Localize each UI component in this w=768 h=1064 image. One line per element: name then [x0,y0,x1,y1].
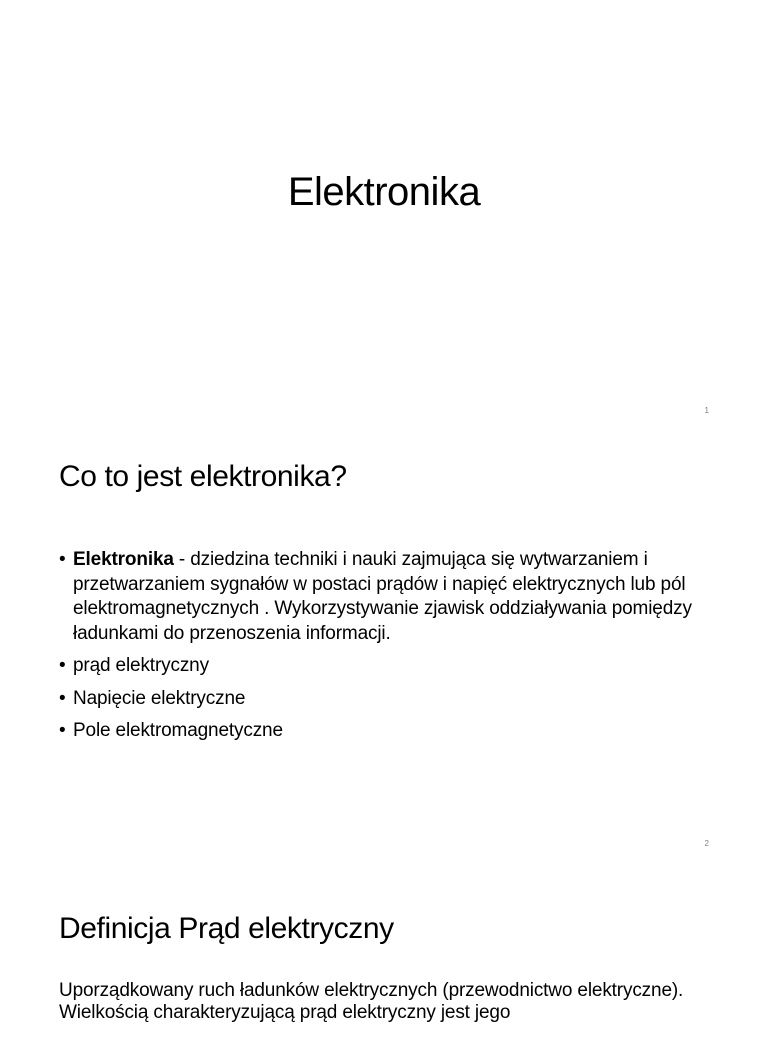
bullet-text: Napięcie elektryczne [73,687,246,709]
bullet-text: - dziedzina techniki i nauki zajmująca się wytwarzaniem i przetwarzaniem sygnałów w postaci prądów i napięć elektrycznych lub pól elektromagnetycznych . Wykorzystywanie zjawisk oddziaływania pomiędzy ładunkami do przenoszenia informacji. [73,549,692,644]
slide-2 [0,432,768,864]
slide-heading: Co to jest elektronika? [59,460,347,493]
slide-number: 2 [704,839,709,848]
bullet-text: prąd elektryczny [73,655,209,676]
bullet-item [59,654,709,679]
bullet-item [59,719,709,744]
slide-heading: Definicja Prąd elektryczny [59,912,394,945]
bullet-item [59,548,709,646]
slide-number: 1 [704,406,709,415]
bullet-text: Pole elektromagnetyczne [73,720,283,741]
slide-3 [0,864,768,1064]
bullet-item [59,687,709,712]
bullet-term: Elektronika [73,549,174,570]
slide-paragraph: Uporządkowany ruch ładunków elektrycznych (przewodnictwo elektryczne). Wielkością charakteryzującą prąd elektryczny jest jego [59,980,684,1023]
slide-1 [0,0,768,432]
slide-title: Elektronika [287,170,481,214]
bullet-list [59,548,709,752]
